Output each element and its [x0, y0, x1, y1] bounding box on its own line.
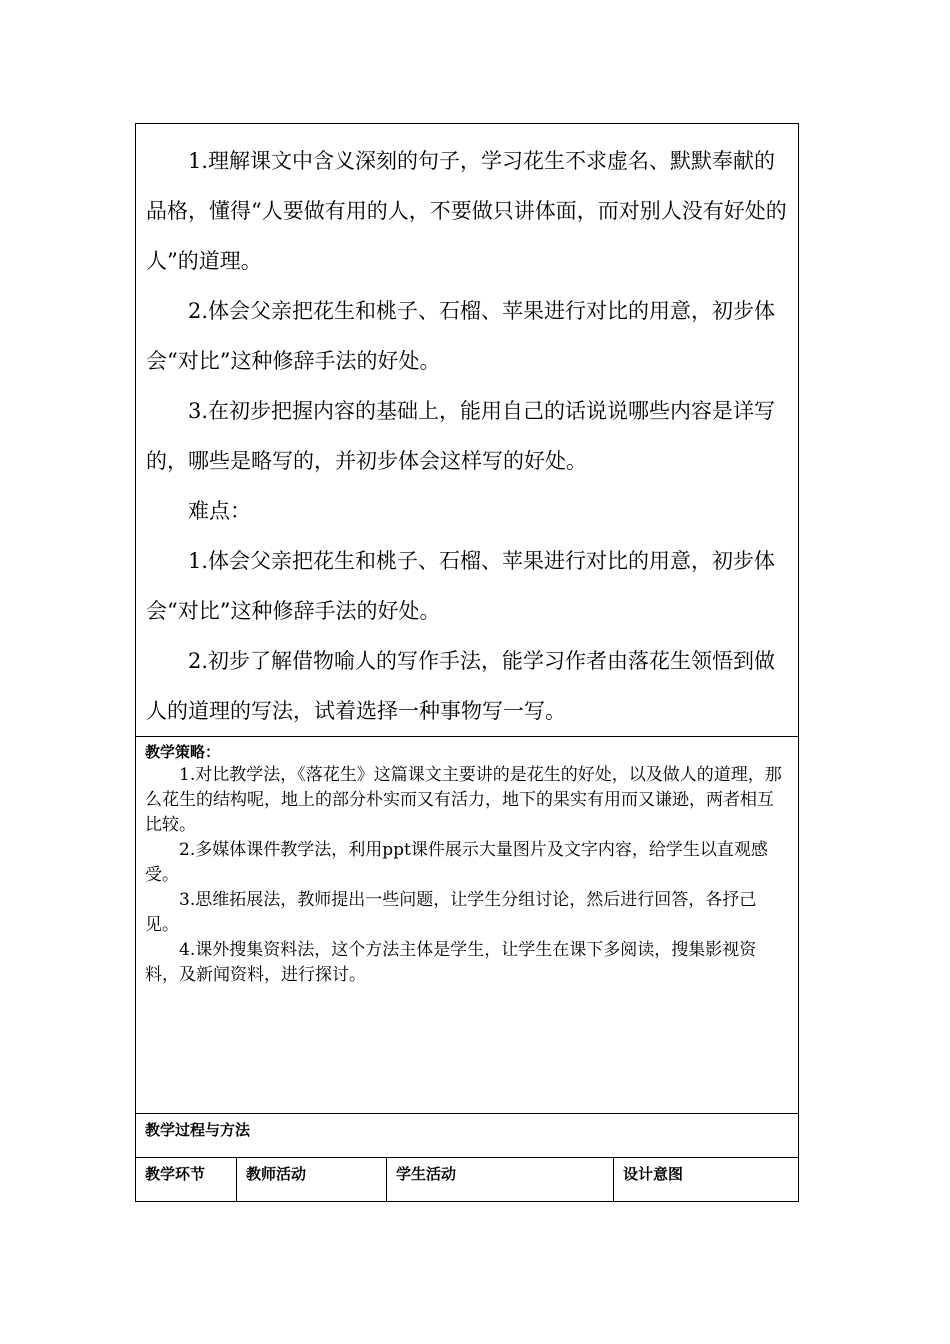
header-teacher-activity: 教师活动 — [246, 1165, 307, 1183]
objectives-row — [136, 124, 799, 737]
strategy-title: 教学策略： — [145, 743, 221, 761]
objective-paragraph: 1.理解课文中含义深刻的句子，学习花生不求虚名、默默奉献的品格，懂得“人要做有用的人，不要做只讲体面，而对别人没有好处的人”的道理。 — [146, 149, 787, 273]
strategy-row — [136, 737, 799, 1114]
header-stage: 教学环节 — [145, 1165, 206, 1183]
process-row — [136, 1114, 799, 1158]
strategy-paragraph: 4.课外搜集资料法，这个方法主体是学生，让学生在课下多阅读，搜集影视资料，及新闻资料，进行探讨。 — [145, 940, 757, 985]
strategy-cell — [136, 737, 799, 1114]
lesson-plan-table — [135, 123, 799, 1202]
process-cell — [136, 1114, 799, 1158]
difficulty-paragraph: 2.初步了解借物喻人的写作手法，能学习作者由落花生领悟到做人的道理的写法，试着选择一种事物写一写。 — [146, 649, 776, 723]
objectives-cell — [136, 124, 799, 737]
header-cell-stage — [136, 1158, 237, 1202]
objective-paragraph: 3.在初步把握内容的基础上，能用自己的话说说哪些内容是详写的，哪些是略写的，并初步体会这样写的好处。 — [146, 399, 776, 473]
strategy-paragraph: 2.多媒体课件教学法，利用ppt课件展示大量图片及文字内容，给学生以直观感受。 — [145, 840, 768, 885]
column-header-row — [136, 1158, 799, 1202]
process-title: 教学过程与方法 — [145, 1121, 251, 1139]
strategy-paragraph: 1.对比教学法，《落花生》这篇课文主要讲的是花生的好处，以及做人的道理，那么花生的结构呢，地上的部分朴实而又有活力，地下的果实有用而又谦逊，两者相互比较。 — [145, 765, 782, 835]
header-cell-intent — [614, 1158, 799, 1202]
objectives-content — [136, 124, 798, 736]
header-design-intent: 设计意图 — [623, 1165, 684, 1183]
objective-paragraph: 2.体会父亲把花生和桃子、石榴、苹果进行对比的用意，初步体会“对比”这种修辞手法的好处。 — [146, 299, 776, 373]
difficulty-heading: 难点： — [188, 499, 251, 523]
strategy-paragraph: 3.思维拓展法，教师提出一些问题，让学生分组讨论，然后进行回答，各抒己见。 — [145, 890, 757, 935]
header-cell-student — [387, 1158, 614, 1202]
header-student-activity: 学生活动 — [396, 1165, 457, 1183]
strategy-content — [136, 737, 798, 988]
header-cell-teacher — [237, 1158, 387, 1202]
difficulty-paragraph: 1.体会父亲把花生和桃子、石榴、苹果进行对比的用意，初步体会“对比”这种修辞手法的好处。 — [146, 549, 776, 623]
